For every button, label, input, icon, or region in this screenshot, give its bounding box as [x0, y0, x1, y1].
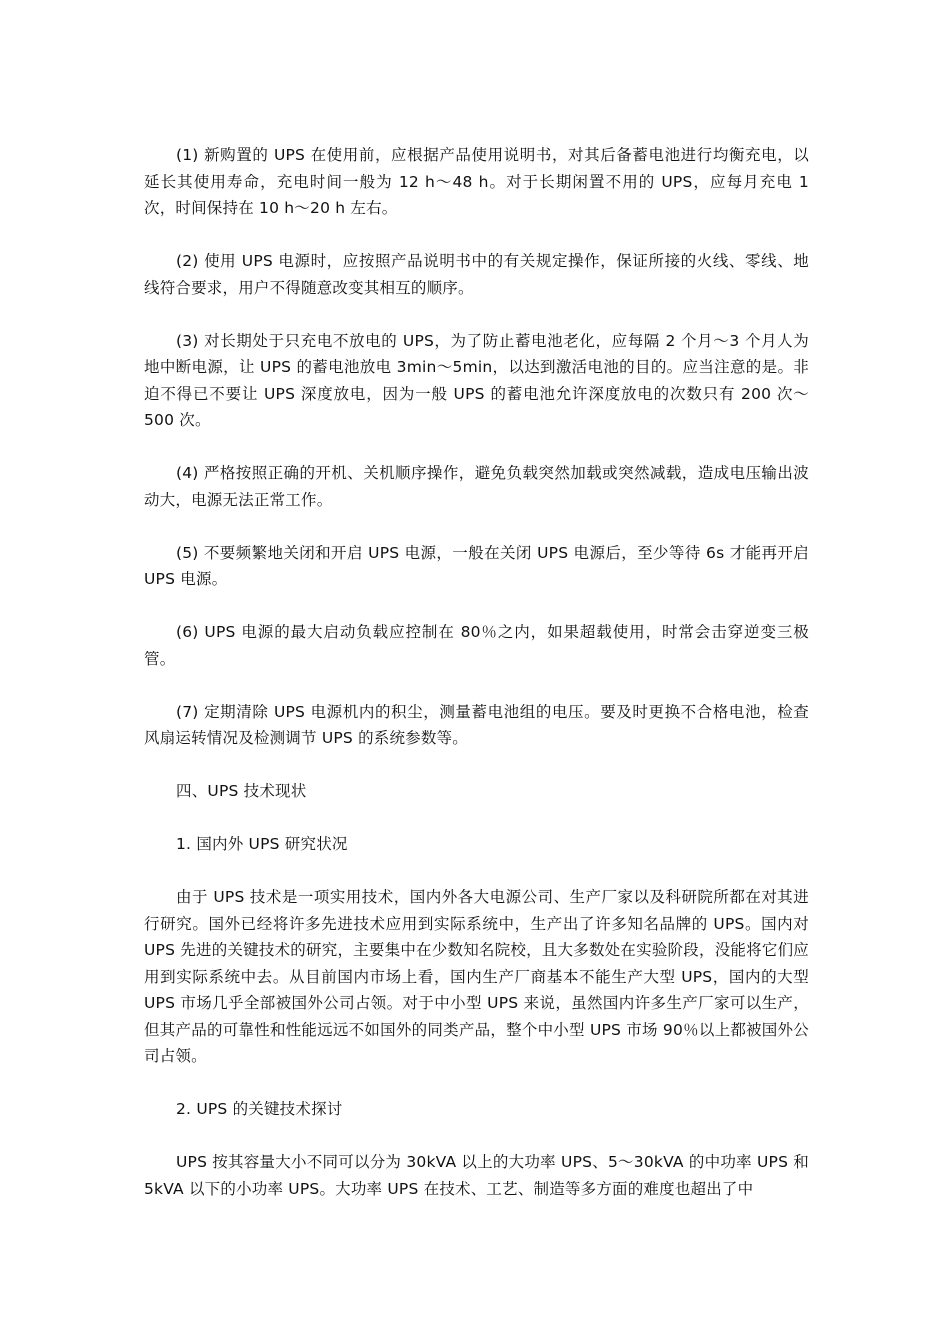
subsection-1-heading: 1. 国内外 UPS 研究状况 — [176, 835, 348, 853]
subsection-1-paragraph: 由于 UPS 技术是一项实用技术，国内外各大电源公司、生产厂家以及科研院所都在对其进行研究。国外已经将许多先进技术应用到实际系统中，生产出了许多知名品牌的 UPS。国内对 UPS 先进的关键技术的研究，主要集中在少数知名院校，且大多数处在实验阶段，没能将它们应用到实际系统中去。从目前国内市场上看，国内生产厂商基本不能生产大型 UPS，国内的大型 UPS 市场几乎全部被国外公司占领。对于中小型 UPS 来说，虽然国内许多生产厂家可以生产，但其产品的可靠性和性能远远不如国外的同类产品，整个中小型 UPS 市场 90％以上都被国外公司占领。 — [144, 888, 809, 1065]
paragraph-item-1: (1) 新购置的 UPS 在使用前，应根据产品使用说明书，对其后备蓄电池进行均衡充电，以延长其使用寿命，充电时间一般为 12 h～48 h。对于长期闲置不用的 UPS，应每月充电 1 次，时间保持在 10 h～20 h 左右。 — [144, 146, 809, 217]
paragraph-item-2: (2) 使用 UPS 电源时，应按照产品说明书中的有关规定操作，保证所接的火线、零线、地线符合要求，用户不得随意改变其相互的顺序。 — [144, 252, 809, 297]
paragraph-item-4: (4) 严格按照正确的开机、关机顺序操作，避免负载突然加载或突然减载，造成电压输出波动大，电源无法正常工作。 — [144, 464, 809, 509]
document-body — [144, 142, 809, 1229]
paragraph-item-6: (6) UPS 电源的最大启动负载应控制在 80％之内，如果超载使用，时常会击穿逆变三极管。 — [144, 623, 809, 668]
section-heading: 四、UPS 技术现状 — [176, 782, 307, 800]
paragraph-item-3: (3) 对长期处于只充电不放电的 UPS，为了防止蓄电池老化，应每隔 2 个月～3 个月人为地中断电源，让 UPS 的蓄电池放电 3min～5min，以达到激活电池的目的。应当注意的是。非迫不得已不要让 UPS 深度放电，因为一般 UPS 的蓄电池允许深度放电的次数只有 200 次～500 次。 — [144, 331, 809, 429]
paragraph-item-5: (5) 不要频繁地关闭和开启 UPS 电源，一般在关闭 UPS 电源后，至少等待 6s 才能再开启 UPS 电源。 — [144, 543, 809, 588]
subsection-2-paragraph: UPS 按其容量大小不同可以分为 30kVA 以上的大功率 UPS、5～30kVA 的中功率 UPS 和 5kVA 以下的小功率 UPS。大功率 UPS 在技术、工艺、制造等多方面的难度也超出了中 — [144, 1153, 809, 1198]
paragraph-item-7: (7) 定期清除 UPS 电源机内的积尘，测量蓄电池组的电压。要及时更换不合格电池，检查风扇运转情况及检测调节 UPS 的系统参数等。 — [144, 702, 809, 747]
subsection-2-heading: 2. UPS 的关键技术探讨 — [176, 1100, 343, 1118]
